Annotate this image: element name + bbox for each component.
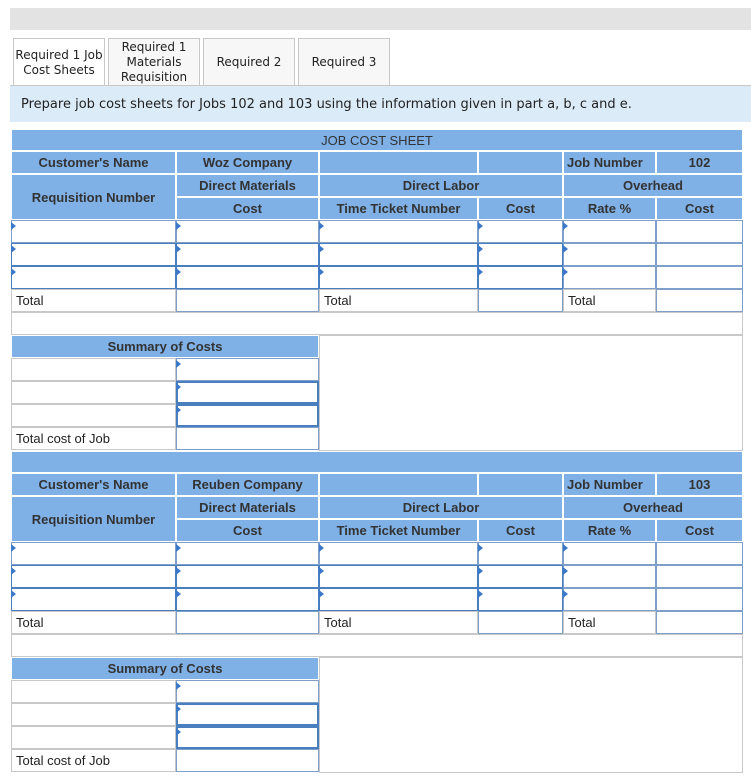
time-ticket-input[interactable] xyxy=(319,588,478,611)
overhead-rate-input[interactable] xyxy=(563,588,656,611)
time-ticket-number-header: Time Ticket Number xyxy=(319,197,478,220)
total-cost-of-job-label: Total cost of Job xyxy=(11,749,176,772)
summary-row-label xyxy=(11,404,176,427)
summary-cost-input-cell xyxy=(176,703,319,726)
instruction-text: Prepare job cost sheets for Jobs 102 and 103 using the information given in part a, b, c and e. xyxy=(10,86,751,122)
requisition-number-input-cell xyxy=(11,220,176,243)
job-number-value: 102 xyxy=(656,151,743,174)
materials-total-input-cell xyxy=(176,289,319,312)
job-number-label: Job Number xyxy=(563,473,656,496)
materials-cost-input-cell xyxy=(176,243,319,266)
labor-total-input-cell xyxy=(478,289,563,312)
direct-materials-header: Direct Materials xyxy=(176,496,319,519)
labor-cost-input[interactable] xyxy=(478,588,563,611)
overhead-rate-input[interactable] xyxy=(563,266,656,289)
spacer-row xyxy=(11,312,743,335)
labor-cost-header: Cost xyxy=(478,197,563,220)
overhead-cost-input[interactable] xyxy=(656,588,743,611)
total-cost-of-job-label: Total cost of Job xyxy=(11,427,176,450)
overhead-rate-input-cell xyxy=(563,220,656,243)
tab-required-2[interactable]: Required 2 xyxy=(203,38,295,86)
overhead-total-input-cell xyxy=(656,289,743,312)
requisition-number-input-cell xyxy=(11,243,176,266)
labor-cost-input[interactable] xyxy=(478,220,563,243)
overhead-cost-input-cell xyxy=(656,243,743,266)
overhead-rate-header: Rate % xyxy=(563,519,656,542)
summary-cost-input-cell xyxy=(176,404,319,427)
labor-cost-input[interactable] xyxy=(478,266,563,289)
summary-row-label xyxy=(11,381,176,404)
overhead-cost-input-cell xyxy=(656,266,743,289)
requisition-number-header: Requisition Number xyxy=(11,174,176,220)
labor-total-input-cell xyxy=(478,611,563,634)
materials-cost-input-cell xyxy=(176,542,319,565)
summary-cost-input[interactable] xyxy=(176,703,319,726)
materials-cost-input[interactable] xyxy=(176,542,319,565)
job-number-label: Job Number xyxy=(563,151,656,174)
time-ticket-input-cell xyxy=(319,243,478,266)
overhead-rate-input[interactable] xyxy=(563,542,656,565)
materials-total-input-cell xyxy=(176,611,319,634)
summary-cost-input[interactable] xyxy=(176,381,319,404)
top-bar xyxy=(10,8,751,30)
overhead-total-input[interactable] xyxy=(656,611,743,634)
time-ticket-number-header: Time Ticket Number xyxy=(319,519,478,542)
total-cost-of-job-input[interactable] xyxy=(176,427,319,450)
overhead-cost-input[interactable] xyxy=(656,243,743,266)
overhead-cost-input[interactable] xyxy=(656,266,743,289)
labor-cost-input-cell xyxy=(478,266,563,289)
time-ticket-input-cell xyxy=(319,220,478,243)
time-ticket-input-cell xyxy=(319,542,478,565)
tab-required-1-materials-requisition[interactable]: Required 1 Materials Requisition xyxy=(108,38,200,86)
overhead-header: Overhead xyxy=(563,174,743,197)
summary-cost-input-cell xyxy=(176,358,319,381)
summary-blank-area xyxy=(319,657,743,773)
overhead-header: Overhead xyxy=(563,496,743,519)
requisition-number-input[interactable] xyxy=(11,565,176,588)
requisition-number-input[interactable] xyxy=(11,542,176,565)
time-ticket-input-cell xyxy=(319,588,478,611)
direct-labor-header: Direct Labor xyxy=(319,174,563,197)
overhead-rate-input-cell xyxy=(563,565,656,588)
labor-cost-input-cell xyxy=(478,565,563,588)
time-ticket-input-cell xyxy=(319,565,478,588)
summary-row-label xyxy=(11,703,176,726)
overhead-total-label: Total xyxy=(563,289,656,312)
labor-cost-input-cell xyxy=(478,220,563,243)
materials-cost-input[interactable] xyxy=(176,565,319,588)
summary-cost-input-cell xyxy=(176,381,319,404)
labor-cost-input[interactable] xyxy=(478,542,563,565)
labor-total-input[interactable] xyxy=(478,289,563,312)
materials-total-label: Total xyxy=(11,289,176,312)
summary-row-label xyxy=(11,680,176,703)
overhead-rate-input-cell xyxy=(563,266,656,289)
materials-cost-input[interactable] xyxy=(176,220,319,243)
materials-total-input[interactable] xyxy=(176,289,319,312)
overhead-rate-input[interactable] xyxy=(563,565,656,588)
time-ticket-input-cell xyxy=(319,266,478,289)
requisition-number-input[interactable] xyxy=(11,243,176,266)
labor-total-input[interactable] xyxy=(478,611,563,634)
requisition-number-input[interactable] xyxy=(11,220,176,243)
overhead-cost-header: Cost xyxy=(656,197,743,220)
materials-cost-input-cell xyxy=(176,588,319,611)
materials-total-input[interactable] xyxy=(176,611,319,634)
total-cost-of-job-input-cell xyxy=(176,749,319,772)
summary-of-costs-header: Summary of Costs xyxy=(11,657,319,680)
materials-cost-input[interactable] xyxy=(176,266,319,289)
requisition-number-input-cell xyxy=(11,588,176,611)
labor-total-label: Total xyxy=(319,611,478,634)
overhead-total-input[interactable] xyxy=(656,289,743,312)
time-ticket-input[interactable] xyxy=(319,542,478,565)
overhead-cost-input-cell xyxy=(656,542,743,565)
time-ticket-input[interactable] xyxy=(319,266,478,289)
requisition-number-input[interactable] xyxy=(11,266,176,289)
overhead-cost-header: Cost xyxy=(656,519,743,542)
labor-cost-header: Cost xyxy=(478,519,563,542)
direct-labor-header: Direct Labor xyxy=(319,496,563,519)
total-cost-of-job-input[interactable] xyxy=(176,749,319,772)
summary-cost-input-cell xyxy=(176,680,319,703)
materials-cost-input-cell xyxy=(176,220,319,243)
overhead-total-input-cell xyxy=(656,611,743,634)
requisition-number-input-cell xyxy=(11,565,176,588)
materials-cost-input[interactable] xyxy=(176,588,319,611)
time-ticket-input[interactable] xyxy=(319,220,478,243)
job-number-value: 103 xyxy=(656,473,743,496)
labor-cost-input-cell xyxy=(478,542,563,565)
header-blank xyxy=(478,151,563,174)
header-blank xyxy=(319,473,478,496)
customer-name-value: Woz Company xyxy=(176,151,319,174)
direct-materials-header: Direct Materials xyxy=(176,174,319,197)
summary-cost-input[interactable] xyxy=(176,358,319,381)
summary-row-label xyxy=(11,358,176,381)
overhead-rate-input-cell xyxy=(563,542,656,565)
header-blank xyxy=(319,151,478,174)
materials-cost-input[interactable] xyxy=(176,243,319,266)
summary-of-costs-header: Summary of Costs xyxy=(11,335,319,358)
sheet-title-row: JOB COST SHEET xyxy=(11,129,743,151)
materials-cost-header: Cost xyxy=(176,197,319,220)
overhead-cost-input-cell xyxy=(656,220,743,243)
overhead-cost-input[interactable] xyxy=(656,542,743,565)
summary-cost-input[interactable] xyxy=(176,680,319,703)
total-cost-of-job-input-cell xyxy=(176,427,319,450)
materials-total-label: Total xyxy=(11,611,176,634)
customer-name-label: Customer's Name xyxy=(11,151,176,174)
time-ticket-input[interactable] xyxy=(319,565,478,588)
customer-name-value: Reuben Company xyxy=(176,473,319,496)
overhead-cost-input-cell xyxy=(656,565,743,588)
overhead-total-label: Total xyxy=(563,611,656,634)
summary-cost-input-cell xyxy=(176,726,319,749)
tab-required-1-job-cost-sheets[interactable]: Required 1 Job Cost Sheets xyxy=(13,38,105,86)
overhead-cost-input-cell xyxy=(656,588,743,611)
materials-cost-input-cell xyxy=(176,266,319,289)
sheet-title-row xyxy=(11,451,743,473)
labor-cost-input-cell xyxy=(478,588,563,611)
materials-cost-header: Cost xyxy=(176,519,319,542)
materials-cost-input-cell xyxy=(176,565,319,588)
requisition-number-input[interactable] xyxy=(11,588,176,611)
header-blank xyxy=(478,473,563,496)
summary-row-label xyxy=(11,726,176,749)
requisition-number-input-cell xyxy=(11,542,176,565)
summary-blank-area xyxy=(319,335,743,451)
summary-cost-input[interactable] xyxy=(176,726,319,749)
overhead-rate-header: Rate % xyxy=(563,197,656,220)
spacer-row xyxy=(11,634,743,657)
customer-name-label: Customer's Name xyxy=(11,473,176,496)
labor-cost-input-cell xyxy=(478,243,563,266)
overhead-rate-input[interactable] xyxy=(563,220,656,243)
summary-cost-input[interactable] xyxy=(176,404,319,427)
overhead-cost-input[interactable] xyxy=(656,565,743,588)
labor-cost-input[interactable] xyxy=(478,243,563,266)
tab-required-3[interactable]: Required 3 xyxy=(298,38,390,86)
overhead-rate-input-cell xyxy=(563,243,656,266)
overhead-rate-input[interactable] xyxy=(563,243,656,266)
requisition-number-input-cell xyxy=(11,266,176,289)
overhead-rate-input-cell xyxy=(563,588,656,611)
time-ticket-input[interactable] xyxy=(319,243,478,266)
labor-total-label: Total xyxy=(319,289,478,312)
labor-cost-input[interactable] xyxy=(478,565,563,588)
requisition-number-header: Requisition Number xyxy=(11,496,176,542)
overhead-cost-input[interactable] xyxy=(656,220,743,243)
